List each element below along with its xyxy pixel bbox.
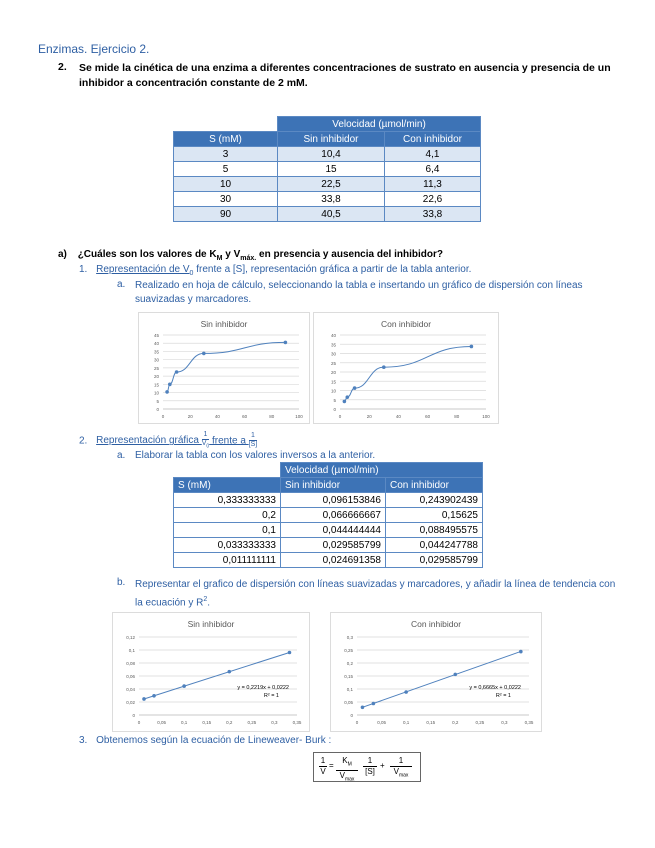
table-row xyxy=(174,553,483,568)
y-tick-label: 0,3 xyxy=(346,635,353,640)
y-tick-label: 40 xyxy=(153,341,159,347)
y-tick-label: 30 xyxy=(330,351,336,357)
table-cell: 0,066666667 xyxy=(281,508,386,523)
data-point xyxy=(168,383,172,387)
table-row xyxy=(174,177,481,192)
table-cell: 0,096153846 xyxy=(281,493,386,508)
chart-title: Con inhibidor xyxy=(410,619,462,629)
step-2b-end: . xyxy=(207,597,211,609)
table-empty-corner xyxy=(174,117,278,132)
table-cell: 3 xyxy=(174,147,278,162)
table-cell: 0,044444444 xyxy=(281,523,386,538)
table-group-header: Velocidad (µmol/min) xyxy=(281,463,483,478)
step-1-heading xyxy=(96,264,193,275)
data-point xyxy=(202,352,206,356)
section-a-text: y V xyxy=(222,249,241,260)
table-cell: 0,15625 xyxy=(386,508,483,523)
data-point xyxy=(372,702,376,706)
table-cell: 0,029585799 xyxy=(281,538,386,553)
step-2a-text: Elaborar la tabla con los valores inversos a la anterior. xyxy=(135,450,376,461)
data-point xyxy=(470,345,474,349)
formula-km: K xyxy=(342,756,348,765)
fraction-sub: 0 xyxy=(206,443,210,450)
fraction-2 xyxy=(249,432,258,449)
trendline-r2: R² = 1 xyxy=(495,693,511,699)
x-tick-label: 0,25 xyxy=(475,720,485,725)
data-point xyxy=(284,341,288,345)
lineweaver-burk-formula xyxy=(313,752,421,782)
table-cell: 0,333333333 xyxy=(174,493,281,508)
step-2-text: Representación gráfica xyxy=(96,435,202,447)
step-2b-label: b. xyxy=(117,577,126,588)
table-cell: 0,088495575 xyxy=(386,523,483,538)
table-cell: 40,5 xyxy=(278,207,385,222)
y-tick-label: 35 xyxy=(330,342,336,348)
y-tick-label: 0,2 xyxy=(346,661,353,666)
step-3-text: Obtenemos según la ecuación de Lineweaver- Burk : xyxy=(96,735,332,746)
formula-vmax: V xyxy=(339,770,345,780)
data-point xyxy=(343,400,347,404)
step-3 xyxy=(79,735,331,746)
formula-vmax-sub: max xyxy=(398,772,409,779)
trendline-r2: R² = 1 xyxy=(263,693,279,699)
x-tick-label: 60 xyxy=(425,414,431,419)
section-a-text: en presencia y ausencia del inhibidor? xyxy=(256,249,443,260)
x-tick-label: 100 xyxy=(482,414,490,419)
step-number: 1. xyxy=(79,264,88,275)
x-tick-label: 0,15 xyxy=(426,720,436,725)
formula-km-vmax xyxy=(336,756,358,784)
y-tick-label: 0 xyxy=(350,713,353,718)
formula-den: V xyxy=(320,767,326,776)
table-row xyxy=(174,162,481,177)
formula-vmax: V xyxy=(393,767,399,776)
formula-inv-s xyxy=(363,756,377,777)
fraction-den: [S] xyxy=(248,441,258,449)
fraction-num: 1 xyxy=(249,432,258,441)
y-tick-label: 0,06 xyxy=(126,674,135,679)
y-tick-label: 30 xyxy=(153,357,159,363)
table-cell: 11,3 xyxy=(385,177,481,192)
table-cell: 33,8 xyxy=(278,192,385,207)
x-tick-label: 0,05 xyxy=(377,720,386,725)
table-cell: 0,1 xyxy=(174,523,281,538)
x-tick-label: 0 xyxy=(161,414,165,419)
data-point xyxy=(182,684,186,688)
formula-lhs xyxy=(319,756,327,777)
y-tick-label: 0,15 xyxy=(344,674,353,679)
formula-km-sub: M xyxy=(347,761,352,768)
formula-one: 1 xyxy=(363,756,377,767)
table-cell: 0,029585799 xyxy=(386,553,483,568)
y-tick-label: 25 xyxy=(153,365,159,371)
step-number: 2. xyxy=(79,435,88,447)
table-cell: 0,011111111 xyxy=(174,553,281,568)
table-row xyxy=(174,538,483,553)
x-tick-label: 60 xyxy=(242,414,248,419)
chart-title: Sin inhibidor xyxy=(200,319,248,329)
r2-sup: 2 xyxy=(203,596,208,603)
table-header-con: Con inhibidor xyxy=(385,132,481,147)
formula-num: 1 xyxy=(320,756,326,765)
table-row xyxy=(174,523,483,538)
y-tick-label: 0 xyxy=(333,407,336,412)
table-cell: 10,4 xyxy=(278,147,385,162)
x-tick-label: 0,3 xyxy=(271,720,278,725)
y-tick-label: 45 xyxy=(153,333,159,338)
y-tick-label: 0,02 xyxy=(126,700,135,705)
table-cell: 10 xyxy=(174,177,278,192)
data-point xyxy=(382,365,386,369)
table-cell: 0,2 xyxy=(174,508,281,523)
data-point xyxy=(142,697,146,701)
table-row xyxy=(174,192,481,207)
km-sub: M xyxy=(216,255,223,262)
step-2-text: frente a xyxy=(209,435,249,447)
data-point xyxy=(175,370,179,374)
question-number: 2. xyxy=(58,61,67,73)
y-tick-label: 0 xyxy=(132,713,135,718)
x-tick-label: 20 xyxy=(366,414,372,419)
table-cell: 22,5 xyxy=(278,177,385,192)
x-tick-label: 0,15 xyxy=(202,720,212,725)
chart-sin-inhibidor xyxy=(138,312,310,424)
x-tick-label: 0,1 xyxy=(181,720,188,725)
y-tick-label: 0,12 xyxy=(126,635,135,640)
x-tick-label: 100 xyxy=(295,414,303,419)
table-cell: 0,033333333 xyxy=(174,538,281,553)
data-table xyxy=(173,116,481,222)
table-cell: 33,8 xyxy=(385,207,481,222)
x-tick-label: 0 xyxy=(137,720,141,725)
y-tick-label: 5 xyxy=(333,397,336,403)
step-1-text: Representación de V xyxy=(96,264,190,275)
table-row xyxy=(174,147,481,162)
section-a-label: a) xyxy=(58,249,67,260)
table-row xyxy=(174,493,483,508)
x-tick-label: 0,3 xyxy=(501,720,508,725)
table-cell: 6,4 xyxy=(385,162,481,177)
fraction-num: 1 xyxy=(203,431,208,438)
step-1-text: frente a [S], representación gráfica a partir de la tabla anterior. xyxy=(193,264,472,275)
step-2b-text xyxy=(135,577,620,610)
table-cell: 30 xyxy=(174,192,278,207)
y-tick-label: 0,08 xyxy=(126,661,135,666)
chart-title: Sin inhibidor xyxy=(187,619,235,629)
formula-inv-vmax xyxy=(390,756,412,781)
data-point xyxy=(227,670,231,674)
y-tick-label: 0,1 xyxy=(128,648,135,653)
x-tick-label: 0,35 xyxy=(292,720,302,725)
inverse-table xyxy=(173,462,483,568)
table-header-s: S (mM) xyxy=(174,478,281,493)
y-tick-label: 15 xyxy=(330,379,336,385)
formula-one: 1 xyxy=(390,756,412,767)
table-row xyxy=(174,207,481,222)
y-tick-label: 5 xyxy=(156,398,159,404)
data-point xyxy=(288,651,292,655)
x-tick-label: 40 xyxy=(395,414,401,419)
table-cell: 22,6 xyxy=(385,192,481,207)
data-point xyxy=(453,673,457,677)
fraction-den: V xyxy=(201,440,207,447)
y-tick-label: 0,04 xyxy=(126,687,135,692)
y-tick-label: 20 xyxy=(330,370,336,375)
table-cell: 0,044247788 xyxy=(386,538,483,553)
chart-lineweaver-con xyxy=(330,612,542,732)
table-header-s: S (mM) xyxy=(174,132,278,147)
x-tick-label: 80 xyxy=(454,414,460,419)
step-number: 3. xyxy=(79,735,88,746)
data-point xyxy=(404,690,408,694)
table-cell: 15 xyxy=(278,162,385,177)
y-tick-label: 15 xyxy=(153,382,159,388)
step-1 xyxy=(79,264,471,277)
table-empty-corner xyxy=(174,463,281,478)
x-tick-label: 80 xyxy=(269,414,275,419)
table-header-sin: Sin inhibidor xyxy=(278,132,385,147)
data-point xyxy=(346,395,350,399)
x-tick-label: 20 xyxy=(187,414,193,419)
y-tick-label: 20 xyxy=(153,374,159,380)
trendline-equation: y = 0,6665x + 0,0222 xyxy=(469,685,521,691)
table-cell: 0,024691358 xyxy=(281,553,386,568)
y-tick-label: 0,25 xyxy=(344,648,353,653)
table-row xyxy=(174,508,483,523)
chart-con-inhibidor xyxy=(313,312,499,424)
x-tick-label: 0,2 xyxy=(226,720,233,725)
section-a xyxy=(58,249,443,262)
data-point xyxy=(353,386,357,390)
x-tick-label: 40 xyxy=(214,414,220,419)
x-tick-label: 0 xyxy=(355,720,359,725)
y-tick-label: 0,05 xyxy=(344,700,353,705)
trendline-equation: y = 0,2219x + 0,0222 xyxy=(237,685,289,691)
step-2a-label: a. xyxy=(117,450,126,461)
data-point xyxy=(361,706,365,710)
section-a-text: ¿Cuáles son los valores de K xyxy=(77,249,217,260)
step-1a-text: Realizado en hoja de cálculo, seleccionando la tabla e insertando un gráfico de dispersión con líneas suavizadas y marcadores. xyxy=(135,280,583,305)
step-1a-label: a. xyxy=(117,279,126,290)
x-tick-label: 0,25 xyxy=(247,720,257,725)
y-tick-label: 25 xyxy=(330,360,336,366)
table-group-header: Velocidad (µmol/min) xyxy=(278,117,481,132)
table-cell: 0,243902439 xyxy=(386,493,483,508)
page-title: Enzimas. Ejercicio 2. xyxy=(38,42,150,56)
x-tick-label: 0,35 xyxy=(524,720,534,725)
x-tick-label: 0,1 xyxy=(403,720,410,725)
table-cell: 5 xyxy=(174,162,278,177)
formula-vmax-sub: max xyxy=(344,776,355,783)
y-tick-label: 0 xyxy=(156,407,159,412)
formula-s: [S] xyxy=(365,767,375,776)
x-tick-label: 0,2 xyxy=(452,720,459,725)
chart-title: Con inhibidor xyxy=(380,319,432,329)
table-cell: 4,1 xyxy=(385,147,481,162)
question-text: Se mide la cinética de una enzima a diferentes concentraciones de sustrato en ausencia y presencia de un inhibidor a concentración constante de 2 mM. xyxy=(79,62,611,89)
data-point xyxy=(519,650,523,654)
v0-sub: 0 xyxy=(189,270,194,277)
table-header-sin: Sin inhibidor xyxy=(281,478,386,493)
chart-lineweaver-sin xyxy=(112,612,310,732)
table-cell: 90 xyxy=(174,207,278,222)
formula-plus: + xyxy=(380,761,385,770)
table-header-con: Con inhibidor xyxy=(386,478,483,493)
y-tick-label: 35 xyxy=(153,349,159,355)
y-tick-label: 10 xyxy=(153,390,159,396)
y-tick-label: 40 xyxy=(330,333,336,338)
formula-eq: = xyxy=(329,761,334,770)
vmax-sub: máx. xyxy=(240,255,257,262)
y-tick-label: 10 xyxy=(330,388,336,394)
data-point xyxy=(165,390,169,394)
step-2b-body: Representar el grafico de dispersión con líneas suavizadas y marcadores, y añadir la línea de tendencia con la ecuación y R xyxy=(135,579,616,609)
step-2 xyxy=(79,431,257,450)
y-tick-label: 0,1 xyxy=(346,687,353,692)
data-point xyxy=(152,694,156,698)
x-tick-label: 0 xyxy=(338,414,342,419)
x-tick-label: 0,05 xyxy=(157,720,166,725)
series-line xyxy=(344,346,471,401)
